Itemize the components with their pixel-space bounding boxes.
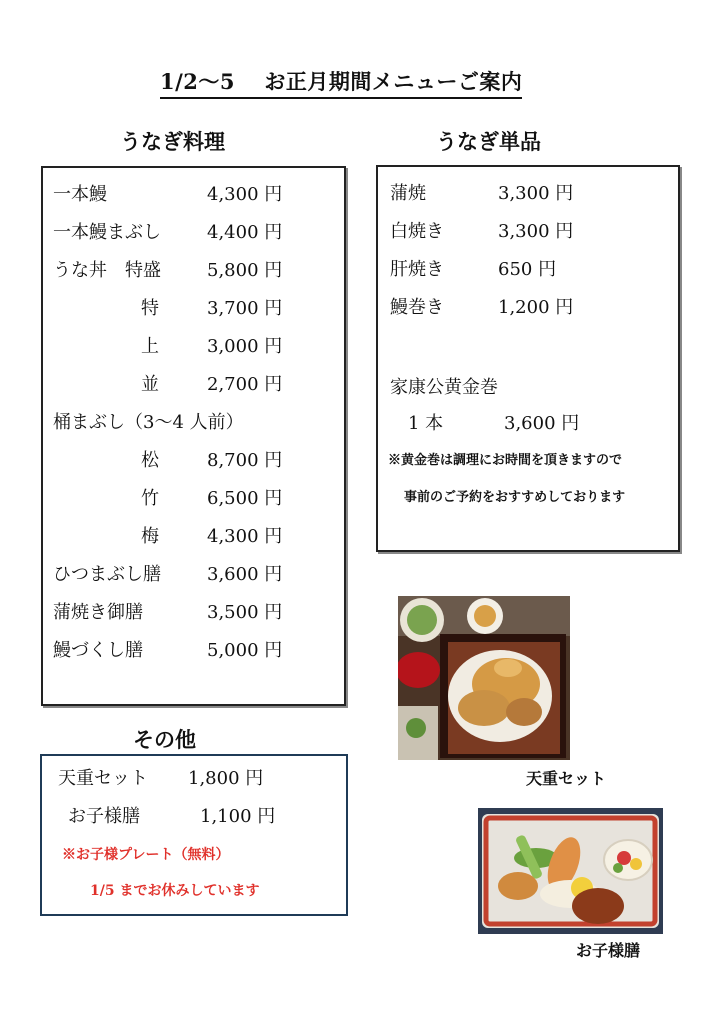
unagi-ryori-box (41, 166, 346, 706)
menu-item-price: 3,600 円 (207, 564, 283, 585)
tanpin-row (390, 217, 650, 241)
menu-item-price: 4,300 円 (207, 184, 283, 205)
menu-item-name: 桶まぶし（3～4 人前） (53, 412, 244, 433)
menu-item-price: 3,000 円 (207, 336, 283, 357)
tanpin-item-price: 1,200 円 (498, 297, 574, 318)
menu-item-name: 鰻づくし膳 (53, 640, 143, 661)
sonota-box (40, 754, 348, 916)
menu-item-name: うな丼 特盛 (53, 260, 161, 281)
menu-item-name: 一本鰻まぶし (53, 222, 161, 243)
menu-item-name: 梅 (141, 526, 159, 547)
okosama-zen-photo (478, 808, 663, 934)
unagi-tanpin-box (376, 165, 680, 552)
tenju-set-caption: 天重セット (526, 769, 607, 788)
okosama-zen-caption: お子様膳 (576, 941, 641, 960)
tanpin-item-name: 白焼き (390, 221, 444, 242)
tanpin-item-price: 650 円 (498, 259, 557, 280)
menu-item-price: 4,300 円 (207, 526, 283, 547)
menu-item-name: ひつまぶし膳 (53, 564, 161, 585)
tenju-set-photo (398, 596, 570, 760)
tanpin-row (390, 179, 650, 203)
menu-row (53, 522, 333, 546)
menu-row (53, 446, 333, 470)
menu-item-name: 一本鰻 (53, 184, 107, 205)
menu-item-name: 並 (141, 374, 159, 395)
unagi-ryori-heading: うなぎ料理 (120, 129, 225, 154)
special-item-qty: 1 本 (408, 413, 444, 434)
sonota-item-price: 1,100 円 (200, 806, 276, 827)
tanpin-item-name: 肝焼き (390, 259, 444, 280)
menu-item-price: 5,000 円 (207, 640, 283, 661)
menu-item-price: 8,700 円 (207, 450, 283, 471)
menu-row (53, 294, 333, 318)
kids-plate-notice: ※お子様プレート（無料） (62, 847, 230, 863)
tanpin-item-price: 3,300 円 (498, 183, 574, 204)
menu-item-price: 6,500 円 (207, 488, 283, 509)
tanpin-row (390, 255, 650, 279)
menu-row (53, 256, 333, 280)
menu-row (53, 332, 333, 356)
menu-row (53, 180, 333, 204)
menu-item-price: 4,400 円 (207, 222, 283, 243)
kids-plate-closed-notice: 1/5 までお休みしています (90, 883, 260, 899)
menu-row (53, 560, 333, 584)
tanpin-item-name: 蒲焼 (390, 183, 426, 204)
page-title: 1/2～5 お正月期間メニューご案内 (160, 66, 522, 99)
sonota-heading: その他 (133, 727, 196, 752)
menu-row (53, 636, 333, 660)
tanpin-row (390, 293, 650, 317)
menu-item-name: 松 (141, 450, 159, 471)
menu-row (53, 484, 333, 508)
unagi-tanpin-heading: うなぎ単品 (436, 129, 541, 154)
menu-row (53, 598, 333, 622)
special-item-price: 3,600 円 (504, 413, 580, 434)
sonota-item-name: お子様膳 (68, 806, 140, 827)
menu-row (53, 408, 333, 432)
menu-row (53, 218, 333, 242)
menu-item-price: 3,500 円 (207, 602, 283, 623)
sonota-item-price: 1,800 円 (188, 768, 264, 789)
special-note-line1: ※黄金巻は調理にお時間を頂きますので (388, 453, 623, 468)
menu-item-name: 蒲焼き御膳 (53, 602, 143, 623)
menu-item-price: 3,700 円 (207, 298, 283, 319)
menu-item-name: 特 (141, 298, 159, 319)
tanpin-item-name: 鰻巻き (390, 297, 444, 318)
tanpin-item-price: 3,300 円 (498, 221, 574, 242)
menu-row (53, 370, 333, 394)
special-note-line2: 事前のご予約をおすすめしております (404, 490, 626, 505)
menu-item-name: 上 (141, 336, 159, 357)
sonota-item-name: 天重セット (58, 768, 148, 789)
special-item-name: 家康公黄金巻 (390, 377, 498, 398)
menu-item-name: 竹 (141, 488, 159, 509)
menu-item-price: 5,800 円 (207, 260, 283, 281)
menu-item-price: 2,700 円 (207, 374, 283, 395)
